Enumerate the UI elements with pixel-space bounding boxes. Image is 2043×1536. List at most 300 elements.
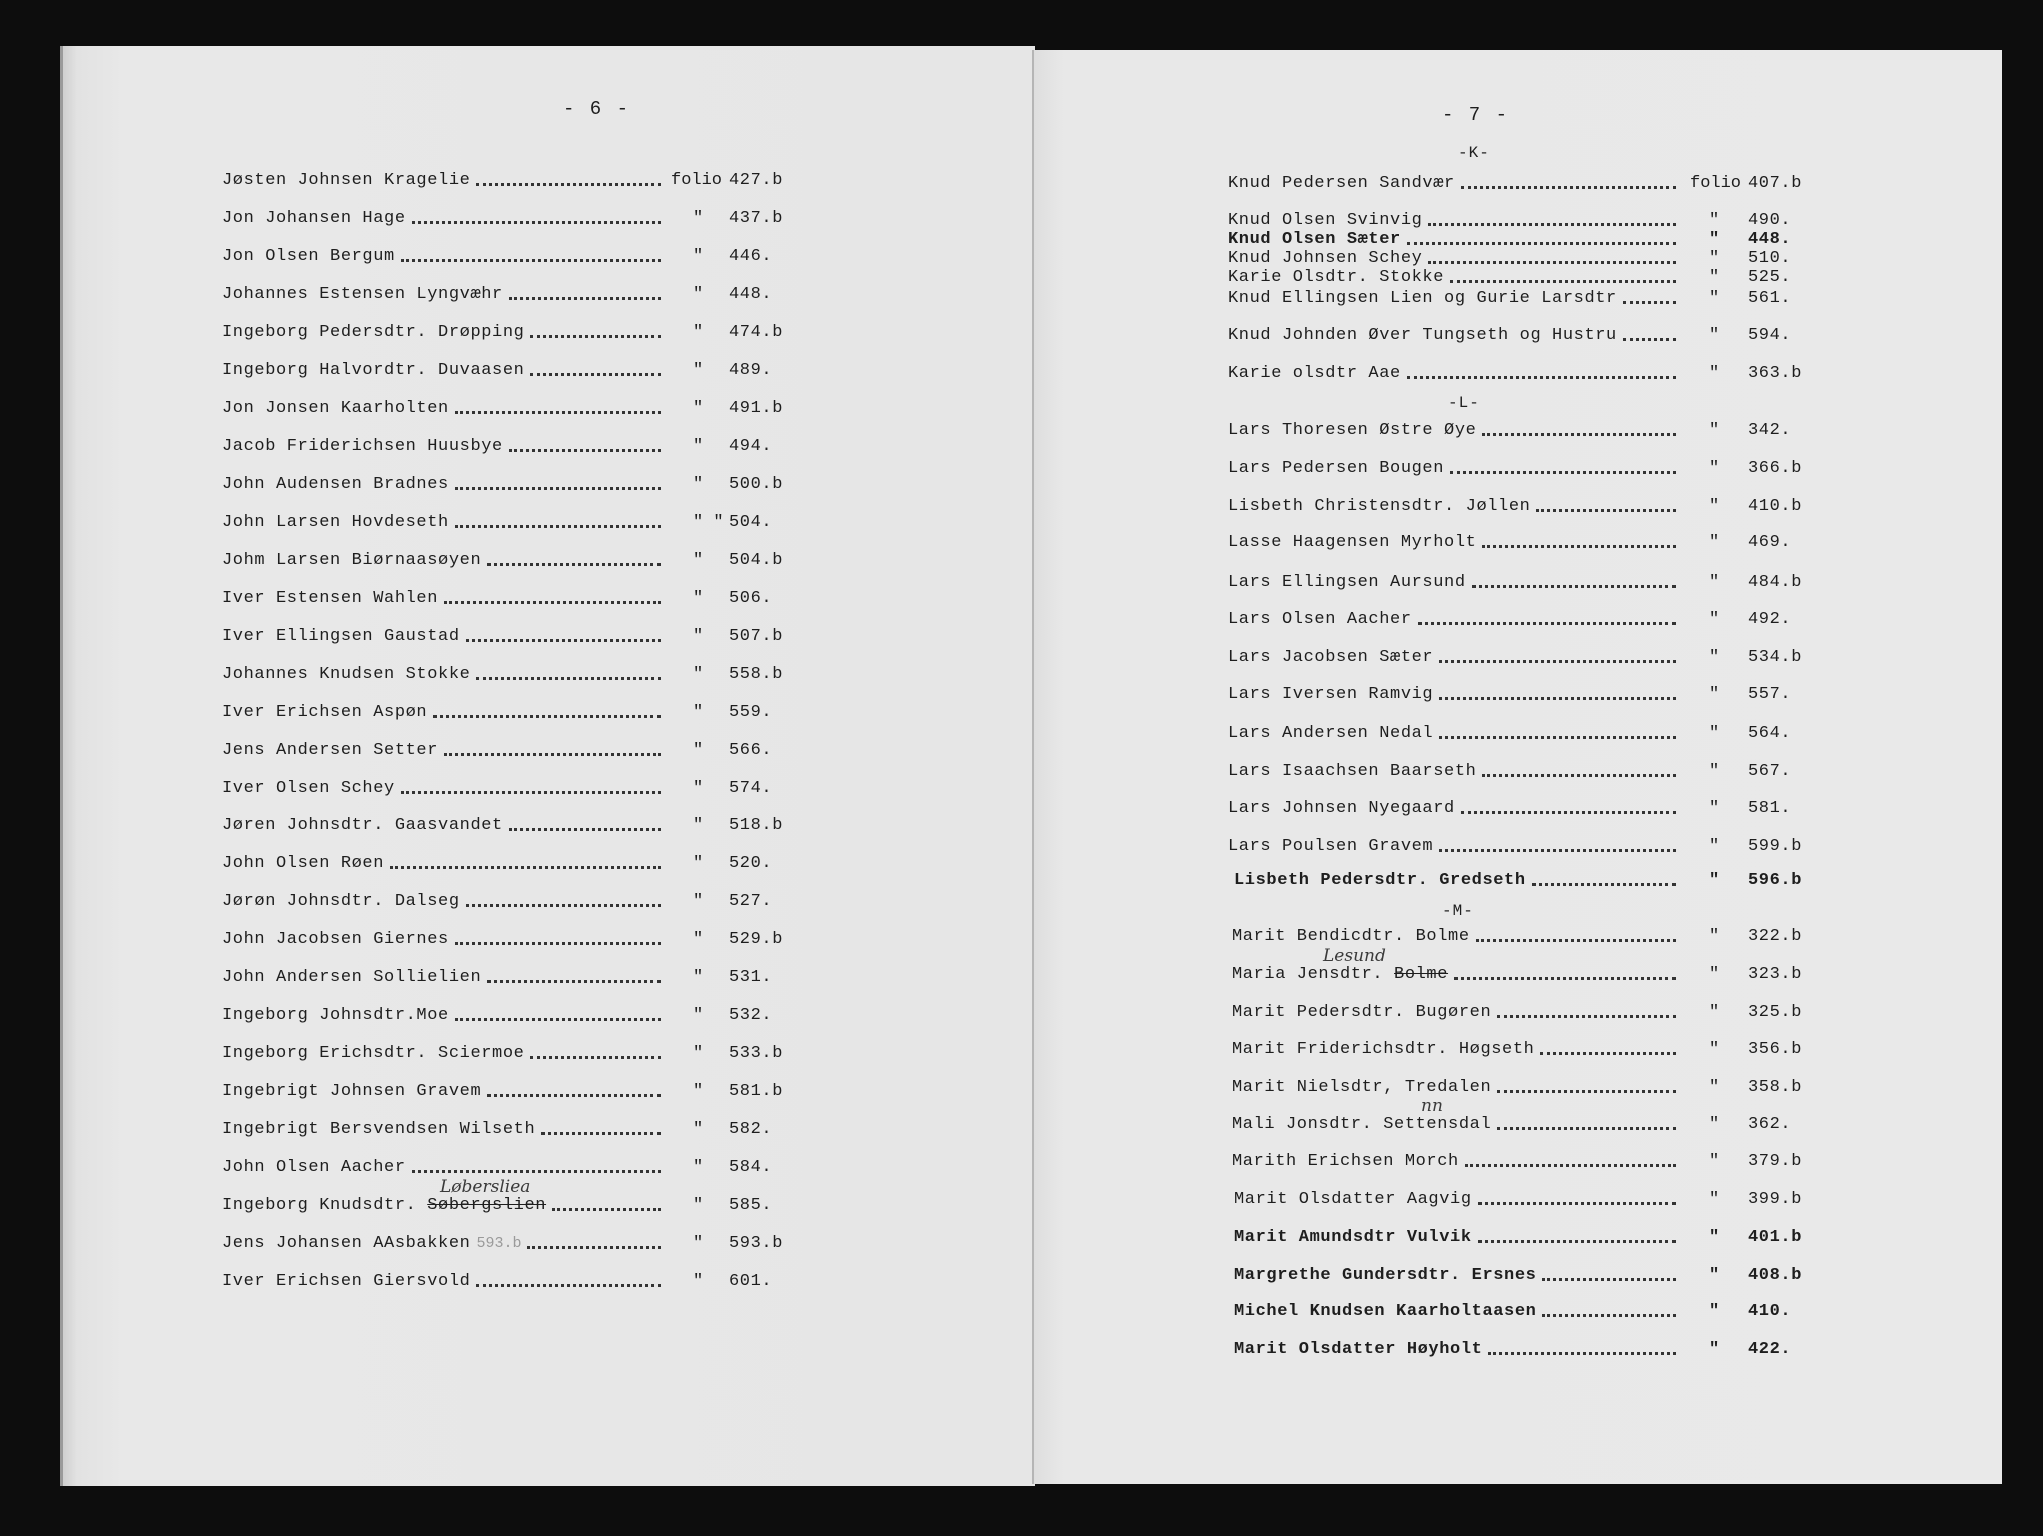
ditto-mark: " — [693, 361, 704, 380]
dot-leader — [466, 904, 661, 907]
index-entry — [222, 892, 773, 911]
dot-leader — [552, 1208, 661, 1211]
index-entry — [222, 665, 784, 684]
entry-name: Johm Larsen Biørnaasøyen — [222, 551, 482, 570]
folio-number: 585. — [729, 1196, 773, 1215]
entry-name: John Olsen Aacher — [222, 1158, 406, 1177]
ditto-mark: " — [1709, 497, 1720, 516]
dot-leader — [1488, 1352, 1676, 1355]
ditto-mark: " — [1709, 648, 1720, 667]
folio-number: 494. — [729, 437, 773, 456]
index-entry — [1228, 174, 1803, 193]
index-entry — [222, 1120, 773, 1139]
entry-name: Knud Johnden Øver Tungseth og Hustru — [1228, 326, 1617, 345]
ditto-mark: " — [1709, 1078, 1720, 1097]
folio-number: 492. — [1748, 610, 1792, 629]
dot-leader — [1476, 939, 1676, 942]
entry-name: Ingebrigt Bersvendsen Wilseth — [222, 1120, 536, 1139]
dot-leader — [1407, 376, 1676, 379]
index-entry — [1228, 230, 1792, 249]
index-entry — [222, 930, 784, 949]
folio-number: 484.b — [1748, 573, 1803, 592]
entry-name: Iver Ellingsen Gaustad — [222, 627, 460, 646]
dot-leader — [541, 1132, 661, 1135]
entry-name: Ingeborg Halvordtr. Duvaasen — [222, 361, 525, 380]
folio-number: 325.b — [1748, 1003, 1803, 1022]
folio-number: 566. — [729, 741, 773, 760]
folio-number: 584. — [729, 1158, 773, 1177]
entry-name: Marit Nielsdtr, Tredalen — [1232, 1078, 1492, 1097]
folio-number: 448. — [729, 285, 773, 304]
section-header-m: -M- — [1442, 902, 1474, 920]
folio-number: 596.b — [1748, 871, 1803, 890]
dot-leader — [1439, 736, 1676, 739]
folio-number: 363.b — [1748, 364, 1803, 383]
entry-name: Jørøn Johnsdtr. Dalseg — [222, 892, 460, 911]
folio-number: 533.b — [729, 1044, 784, 1063]
index-entry — [1228, 799, 1792, 818]
folio-number: 322.b — [1748, 927, 1803, 946]
entry-name: Iver Olsen Schey — [222, 779, 395, 798]
section-header-l: -L- — [1448, 394, 1480, 412]
index-entry — [222, 1234, 784, 1253]
page-number: - 7 - — [1442, 104, 1510, 126]
dot-leader — [390, 866, 661, 869]
ditto-mark: " — [693, 247, 704, 266]
index-entry — [1232, 927, 1803, 946]
folio-number: 601. — [729, 1272, 773, 1291]
dot-leader — [1482, 545, 1676, 548]
ditto-mark: " — [1709, 1115, 1720, 1134]
folio-number: 558.b — [729, 665, 784, 684]
entry-name: Jon Johansen Hage — [222, 209, 406, 228]
folio-number: 593.b — [729, 1234, 784, 1253]
folio-number: 399.b — [1748, 1190, 1803, 1209]
entry-name: Knud Olsen Sæter — [1228, 230, 1401, 249]
dot-leader — [1540, 1052, 1676, 1055]
dot-leader — [509, 828, 661, 831]
ditto-mark: " — [693, 779, 704, 798]
dot-leader — [1439, 697, 1676, 700]
folio-number: 448. — [1748, 230, 1792, 249]
ditto-mark: " " — [693, 513, 724, 532]
dot-leader — [444, 753, 661, 756]
dot-leader — [1623, 338, 1676, 341]
ditto-mark: " — [1709, 965, 1720, 984]
ditto-mark: " — [1709, 927, 1720, 946]
ditto-mark: " — [693, 1120, 704, 1139]
folio-number: 534.b — [1748, 648, 1803, 667]
folio-number: 362. — [1748, 1115, 1792, 1134]
entry-name: Jacob Friderichsen Huusbye — [222, 437, 503, 456]
entry-name: Jøren Johnsdtr. Gaasvandet — [222, 816, 503, 835]
index-entry — [1228, 364, 1803, 383]
index-entry — [222, 1196, 773, 1215]
index-entry — [1228, 762, 1792, 781]
dot-leader — [1428, 261, 1676, 264]
index-entry — [222, 399, 784, 418]
dot-leader — [1461, 186, 1676, 189]
ditto-mark: " — [693, 892, 704, 911]
dot-leader — [1461, 811, 1676, 814]
folio-number: 520. — [729, 854, 773, 873]
entry-name: Lisbeth Christensdtr. Jøllen — [1228, 497, 1531, 516]
index-entry — [1228, 268, 1792, 287]
index-entry — [1228, 459, 1803, 478]
dot-leader — [1482, 433, 1676, 436]
entry-name: John Olsen Røen — [222, 854, 385, 873]
index-entry — [1228, 533, 1792, 552]
entry-name: John Andersen Sollielien — [222, 968, 482, 987]
dot-leader — [455, 487, 661, 490]
dot-leader — [455, 1018, 661, 1021]
ditto-mark: " — [693, 741, 704, 760]
dot-leader — [1623, 301, 1676, 304]
dot-leader — [1478, 1202, 1676, 1205]
dot-leader — [401, 259, 661, 262]
index-entry — [1228, 648, 1803, 667]
entry-name: Lars Pedersen Bougen — [1228, 459, 1445, 478]
entry-name: John Jacobsen Giernes — [222, 930, 449, 949]
entry-name: Johannes Estensen Lyngvæhr — [222, 285, 503, 304]
ditto-mark: " — [693, 968, 704, 987]
dot-leader — [1454, 977, 1676, 980]
index-entry — [1232, 1152, 1803, 1171]
ditto-mark: " — [1709, 837, 1720, 856]
entry-name: Iver Estensen Wahlen — [222, 589, 439, 608]
folio-number: 489. — [729, 361, 773, 380]
dot-leader — [1472, 585, 1676, 588]
handwritten-correction: Lesund — [1323, 946, 1386, 966]
entry-name: Knud Pedersen Sandvær — [1228, 174, 1455, 193]
index-entry — [222, 1044, 784, 1063]
dot-leader — [433, 715, 661, 718]
dot-leader — [1450, 471, 1676, 474]
dot-leader — [412, 1170, 661, 1173]
struck-text: Bolme — [1394, 965, 1449, 984]
index-entry — [222, 323, 784, 342]
faded-folio-note: 593.b — [476, 1235, 522, 1252]
folio-number: 532. — [729, 1006, 773, 1025]
entry-name: Michel Knudsen Kaarholtaasen — [1234, 1302, 1537, 1321]
ditto-mark: " — [1709, 724, 1720, 743]
folio-number: 599.b — [1748, 837, 1803, 856]
index-entry — [1228, 837, 1803, 856]
folio-label: folio — [1690, 174, 1742, 193]
entry-name: Jon Jonsen Kaarholten — [222, 399, 449, 418]
folio-number: 518.b — [729, 816, 784, 835]
index-entry — [1228, 610, 1792, 629]
index-entry — [1228, 421, 1792, 440]
dot-leader — [530, 1056, 661, 1059]
ditto-mark: " — [1709, 1228, 1720, 1247]
entry-name: Marit Olsdatter Høyholt — [1234, 1340, 1483, 1359]
index-entry — [222, 1272, 773, 1291]
ditto-mark: " — [1709, 1340, 1720, 1359]
entry-name: Marit Friderichsdtr. Høgseth — [1232, 1040, 1535, 1059]
entry-name: Lars Johnsen Nyegaard — [1228, 799, 1455, 818]
entry-name: Lars Thoresen Østre Øye — [1228, 421, 1477, 440]
index-entry — [222, 854, 773, 873]
ditto-mark: " — [1709, 573, 1720, 592]
dot-leader — [1497, 1015, 1676, 1018]
ditto-mark: " — [1709, 685, 1720, 704]
folio-number: 358.b — [1748, 1078, 1803, 1097]
ditto-mark: " — [1709, 1190, 1720, 1209]
entry-name: Lars Andersen Nedal — [1228, 724, 1434, 743]
entry-name: Marit Pedersdtr. Bugøren — [1232, 1003, 1492, 1022]
index-entry — [1234, 871, 1803, 890]
entry-name: Jens Andersen Setter — [222, 741, 439, 760]
index-entry — [1234, 1228, 1803, 1247]
folio-number: 581. — [1748, 799, 1792, 818]
ditto-mark: " — [1709, 1266, 1720, 1285]
dot-leader — [1407, 242, 1676, 245]
folio-number: 581.b — [729, 1082, 784, 1101]
index-entry — [222, 209, 784, 228]
entry-name: Lars Ellingsen Aursund — [1228, 573, 1466, 592]
left-page — [60, 46, 1035, 1486]
ditto-mark: " — [1709, 211, 1720, 230]
page-number: - 6 - — [563, 98, 631, 120]
folio-number: 507.b — [729, 627, 784, 646]
index-entry — [222, 589, 773, 608]
folio-number: 446. — [729, 247, 773, 266]
ditto-mark: " — [1709, 1302, 1720, 1321]
entry-name: Knud Olsen Svinvig — [1228, 211, 1423, 230]
dot-leader — [455, 942, 661, 945]
index-entry — [1228, 326, 1792, 345]
entry-name: Iver Erichsen Giersvold — [222, 1272, 471, 1291]
index-entry — [222, 247, 773, 266]
dot-leader — [476, 1284, 661, 1287]
index-entry — [1232, 965, 1803, 984]
ditto-mark: " — [1709, 230, 1720, 249]
dot-leader — [455, 525, 661, 528]
entry-name: Marit Amundsdtr Vulvik — [1234, 1228, 1472, 1247]
index-entry — [222, 816, 784, 835]
dot-leader — [1465, 1164, 1676, 1167]
ditto-mark: " — [693, 551, 704, 570]
entry-name: Lisbeth Pedersdtr. Gredseth — [1234, 871, 1526, 890]
index-entry — [1228, 573, 1803, 592]
index-entry — [1232, 1040, 1803, 1059]
section-header-k: -K- — [1458, 144, 1490, 162]
struck-text: Søbergslien — [427, 1196, 547, 1215]
folio-number: 582. — [729, 1120, 773, 1139]
folio-number: 561. — [1748, 289, 1792, 308]
ditto-mark: " — [693, 285, 704, 304]
ditto-mark: " — [693, 665, 704, 684]
dot-leader — [1478, 1240, 1676, 1243]
folio-number: 437.b — [729, 209, 784, 228]
entry-name: Marit Bendicdtr. Bolme — [1232, 927, 1470, 946]
folio-number: 594. — [1748, 326, 1792, 345]
index-entry — [1228, 249, 1792, 268]
entry-name: Lars Olsen Aacher — [1228, 610, 1412, 629]
entry-name: Knud Johnsen Schey — [1228, 249, 1423, 268]
dot-leader — [444, 601, 661, 604]
entry-name: Iver Erichsen Aspøn — [222, 703, 428, 722]
ditto-mark: " — [1709, 1003, 1720, 1022]
index-entry — [1232, 1115, 1792, 1134]
entry-name: Margrethe Gundersdtr. Ersnes — [1234, 1266, 1537, 1285]
right-page — [1032, 50, 2002, 1484]
entry-name: Jøsten Johnsen Kragelie — [222, 171, 471, 190]
folio-number: 379.b — [1748, 1152, 1803, 1171]
ditto-mark: " — [1709, 799, 1720, 818]
dot-leader — [1439, 849, 1676, 852]
folio-number: 500.b — [729, 475, 784, 494]
ditto-mark: " — [1709, 871, 1720, 890]
dot-leader — [1532, 883, 1676, 886]
index-entry — [222, 361, 773, 380]
entry-name: Mali Jonsdtr. Settensdal — [1232, 1115, 1492, 1134]
index-entry — [1228, 497, 1803, 516]
folio-number: 427.b — [729, 171, 784, 190]
ditto-mark: " — [693, 1158, 704, 1177]
ditto-mark: " — [693, 209, 704, 228]
folio-number: 342. — [1748, 421, 1792, 440]
folio-number: 469. — [1748, 533, 1792, 552]
dot-leader — [530, 373, 661, 376]
ditto-mark: " — [693, 475, 704, 494]
dot-leader — [1497, 1090, 1676, 1093]
dot-leader — [487, 563, 661, 566]
ditto-mark: " — [1709, 610, 1720, 629]
index-entry — [1234, 1302, 1792, 1321]
folio-number: 557. — [1748, 685, 1792, 704]
folio-number: 506. — [729, 589, 773, 608]
index-entry — [1234, 1266, 1803, 1285]
dot-leader — [487, 980, 661, 983]
index-entry — [1228, 724, 1792, 743]
folio-label: folio — [671, 171, 723, 190]
dot-leader — [509, 449, 661, 452]
folio-number: 407.b — [1748, 174, 1803, 193]
folio-number: 564. — [1748, 724, 1792, 743]
folio-number: 504. — [729, 513, 773, 532]
folio-number: 567. — [1748, 762, 1792, 781]
index-entry — [222, 551, 784, 570]
ditto-mark: " — [1709, 268, 1720, 287]
index-entry — [1232, 1003, 1803, 1022]
entry-name: John Larsen Hovdeseth — [222, 513, 449, 532]
entry-name: Lars Jacobsen Sæter — [1228, 648, 1434, 667]
entry-name: Jens Johansen AAsbakken — [222, 1234, 471, 1253]
entry-name: Karie olsdtr Aae — [1228, 364, 1401, 383]
dot-leader — [530, 335, 661, 338]
entry-name: Maria Jensdtr. Bolme — [1232, 965, 1449, 984]
dot-leader — [455, 411, 661, 414]
ditto-mark: " — [693, 930, 704, 949]
handwritten-correction: Løbersliea — [440, 1177, 531, 1197]
ditto-mark: " — [1709, 1040, 1720, 1059]
index-entry — [222, 1006, 773, 1025]
dot-leader — [466, 639, 661, 642]
folio-number: 559. — [729, 703, 773, 722]
ditto-mark: " — [693, 399, 704, 418]
folio-number: 504.b — [729, 551, 784, 570]
entry-name: Lars Poulsen Gravem — [1228, 837, 1434, 856]
dot-leader — [1428, 223, 1676, 226]
folio-number: 474.b — [729, 323, 784, 342]
index-entry — [222, 779, 773, 798]
index-entry — [222, 285, 773, 304]
index-entry — [222, 703, 773, 722]
ditto-mark: " — [693, 589, 704, 608]
dot-leader — [487, 1094, 661, 1097]
ditto-mark: " — [693, 816, 704, 835]
ditto-mark: " — [693, 703, 704, 722]
entry-name: Ingebrigt Johnsen Gravem — [222, 1082, 482, 1101]
dot-leader — [1482, 774, 1676, 777]
ditto-mark: " — [1709, 762, 1720, 781]
ditto-mark: " — [693, 1006, 704, 1025]
ditto-mark: " — [1709, 289, 1720, 308]
folio-number: 410.b — [1748, 497, 1803, 516]
dot-leader — [476, 677, 661, 680]
entry-name: Johannes Knudsen Stokke — [222, 665, 471, 684]
dot-leader — [1542, 1314, 1676, 1317]
ditto-mark: " — [1709, 459, 1720, 478]
ditto-mark: " — [693, 437, 704, 456]
index-entry — [222, 513, 773, 532]
index-entry — [222, 968, 773, 987]
index-entry — [1228, 211, 1792, 230]
dot-leader — [401, 791, 661, 794]
folio-number: 491.b — [729, 399, 784, 418]
entry-name: Ingeborg Knudsdtr. Søbergslien — [222, 1196, 547, 1215]
folio-number: 531. — [729, 968, 773, 987]
dot-leader — [1542, 1278, 1676, 1281]
ditto-mark: " — [693, 1082, 704, 1101]
folio-number: 422. — [1748, 1340, 1792, 1359]
folio-number: 410. — [1748, 1302, 1792, 1321]
ditto-mark: " — [693, 1272, 704, 1291]
folio-number: 401.b — [1748, 1228, 1803, 1247]
entry-name: Marith Erichsen Morch — [1232, 1152, 1459, 1171]
ditto-mark: " — [1709, 364, 1720, 383]
dot-leader — [1450, 280, 1676, 283]
index-entry — [222, 627, 784, 646]
ditto-mark: " — [1709, 326, 1720, 345]
ditto-mark: " — [693, 627, 704, 646]
index-entry — [222, 1082, 784, 1101]
folio-number: 529.b — [729, 930, 784, 949]
index-entry — [1228, 289, 1792, 308]
dot-leader — [476, 183, 661, 186]
index-entry — [222, 1158, 773, 1177]
folio-number: 574. — [729, 779, 773, 798]
ditto-mark: " — [1709, 421, 1720, 440]
index-entry — [1232, 1078, 1803, 1097]
folio-number: 525. — [1748, 268, 1792, 287]
index-entry — [1234, 1340, 1792, 1359]
entry-name: Marit Olsdatter Aagvig — [1234, 1190, 1472, 1209]
entry-name: Lars Iversen Ramvig — [1228, 685, 1434, 704]
ditto-mark: " — [1709, 1152, 1720, 1171]
dot-leader — [1418, 622, 1676, 625]
folio-number: 490. — [1748, 211, 1792, 230]
index-entry — [222, 171, 784, 190]
index-entry — [222, 741, 773, 760]
ditto-mark: " — [1709, 249, 1720, 268]
dot-leader — [1439, 660, 1676, 663]
folio-number: 356.b — [1748, 1040, 1803, 1059]
index-entry — [1234, 1190, 1803, 1209]
ditto-mark: " — [693, 1044, 704, 1063]
